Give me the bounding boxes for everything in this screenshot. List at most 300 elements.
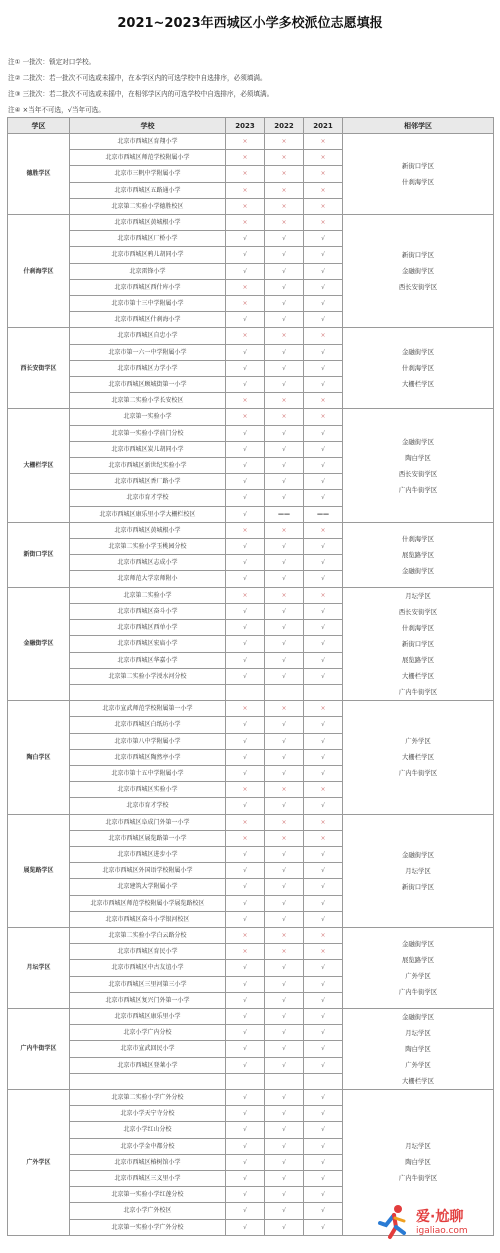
- availability-2021: ×: [304, 782, 343, 798]
- school-name: 北京市西城区进步小学: [70, 846, 226, 862]
- availability-2021: √: [304, 441, 343, 457]
- availability-2023: √: [226, 1057, 265, 1073]
- note-1: 注① 一批次：锁定对口学校。: [8, 58, 96, 66]
- school-name: 北京小学红山分校: [70, 1122, 226, 1138]
- school-name: 北京市西城区登莱小学: [70, 1057, 226, 1073]
- availability-2022: √: [265, 733, 304, 749]
- availability-2021: √: [304, 474, 343, 490]
- availability-2022: ——: [265, 506, 304, 522]
- availability-2021: ×: [304, 814, 343, 830]
- availability-2021: √: [304, 733, 343, 749]
- availability-2022: √: [265, 1041, 304, 1057]
- neighbor-district: 广内牛街学区: [398, 1174, 438, 1183]
- availability-2021: ——: [304, 506, 343, 522]
- availability-2022: √: [265, 1219, 304, 1235]
- neighbor-district: 广外学区: [405, 1060, 431, 1069]
- neighbor-district: 广内牛街学区: [398, 987, 438, 996]
- watermark-brand: 爱·尬聊: [416, 1209, 464, 1225]
- table-row: [8, 1008, 494, 1024]
- neighbor-district: 西长安街学区: [398, 607, 438, 616]
- district-name: 展览路学区: [8, 814, 70, 927]
- district-name: 金融街学区: [8, 587, 70, 700]
- availability-2021: √: [304, 1219, 343, 1235]
- neighbor-district: 月坛学区: [405, 1142, 431, 1151]
- availability-2022: ×: [265, 522, 304, 538]
- availability-2022: ×: [265, 587, 304, 603]
- availability-2022: √: [265, 474, 304, 490]
- availability-2022: ×: [265, 328, 304, 344]
- availability-2022: √: [265, 1203, 304, 1219]
- school-name: 北京小学广外校区: [70, 1203, 226, 1219]
- availability-2023: ×: [226, 182, 265, 198]
- availability-2022: √: [265, 1170, 304, 1186]
- running-figure-logo-icon: [372, 1201, 412, 1241]
- school-name: 北京小学广内分校: [70, 1025, 226, 1041]
- availability-2021: √: [304, 377, 343, 393]
- availability-2022: √: [265, 263, 304, 279]
- availability-2021: ×: [304, 150, 343, 166]
- school-name: 北京市西城区西什库小学: [70, 279, 226, 295]
- neighbor-districts: [343, 927, 494, 1008]
- table-row: [8, 328, 494, 344]
- availability-2021: √: [304, 879, 343, 895]
- availability-2023: √: [226, 360, 265, 376]
- neighbor-district: 什刹海学区: [402, 178, 434, 186]
- availability-2023: ×: [226, 215, 265, 231]
- school-name: 北京市西城区华嘉小学: [70, 652, 226, 668]
- school-name: 北京市西城区椿树馆小学: [70, 1154, 226, 1170]
- availability-2021: [304, 1073, 343, 1089]
- school-name: 北京市西城区西单小学: [70, 620, 226, 636]
- availability-2021: ×: [304, 198, 343, 214]
- availability-2023: √: [226, 1187, 265, 1203]
- availability-2022: √: [265, 555, 304, 571]
- school-name: 北京第二实验小学玉桃园分校: [70, 539, 226, 555]
- availability-2023: ×: [226, 522, 265, 538]
- availability-2023: √: [226, 603, 265, 619]
- neighbor-district: 展览路学区: [402, 655, 434, 664]
- availability-2021: ×: [304, 166, 343, 182]
- availability-2023: √: [226, 765, 265, 781]
- availability-2023: √: [226, 846, 265, 862]
- table-row: [8, 409, 494, 425]
- neighbor-district: 什刹海学区: [402, 623, 434, 632]
- availability-2023: √: [226, 458, 265, 474]
- neighbor-district: 新街口学区: [402, 162, 434, 170]
- availability-2022: √: [265, 620, 304, 636]
- school-name: 北京市西城区奋斗小学银河校区: [70, 911, 226, 927]
- availability-2023: √: [226, 555, 265, 571]
- availability-2021: √: [304, 425, 343, 441]
- school-name: 北京市西城区白纸坊小学: [70, 717, 226, 733]
- watermark-url: igaliao.com: [416, 1226, 468, 1236]
- availability-2023: √: [226, 1219, 265, 1235]
- school-name: 北京小学天宁寺分校: [70, 1106, 226, 1122]
- availability-2023: √: [226, 539, 265, 555]
- school-name: 北京市西城区新世纪实验小学: [70, 458, 226, 474]
- neighbor-district: 西长安街学区: [398, 469, 438, 478]
- availability-2022: √: [265, 668, 304, 684]
- table-header-row: [8, 118, 494, 134]
- availability-2023: √: [226, 863, 265, 879]
- availability-2022: √: [265, 490, 304, 506]
- neighbor-district: 广外学区: [405, 971, 431, 980]
- availability-2023: √: [226, 1203, 265, 1219]
- availability-2023: √: [226, 620, 265, 636]
- table-row: [8, 215, 494, 231]
- availability-2022: √: [265, 360, 304, 376]
- availability-2021: ×: [304, 328, 343, 344]
- availability-2022: √: [265, 1154, 304, 1170]
- school-name: 北京市西城区育翔小学: [70, 134, 226, 150]
- school-name: 北京市宣武回民小学: [70, 1041, 226, 1057]
- school-name: 北京第一实验小学红莲分校: [70, 1187, 226, 1203]
- availability-2023: √: [226, 992, 265, 1008]
- availability-2022: √: [265, 765, 304, 781]
- note-2: 注② 二批次：若一批次不可选或未摇中，在本学区内的可选学校中自选排序，必须填满。: [8, 74, 267, 82]
- availability-2021: √: [304, 1203, 343, 1219]
- availability-2023: √: [226, 1106, 265, 1122]
- availability-2023: √: [226, 1025, 265, 1041]
- neighbor-district: 陶白学区: [405, 1158, 431, 1167]
- school-name: 北京市西城区师范学校附属小学: [70, 150, 226, 166]
- school-name: 北京市育才学校: [70, 490, 226, 506]
- header-2022: 2022: [265, 118, 304, 134]
- availability-2023: √: [226, 798, 265, 814]
- school-name: 北京市西城区鸦儿胡同小学: [70, 247, 226, 263]
- availability-2023: ×: [226, 393, 265, 409]
- neighbor-district: 月坛学区: [405, 1028, 431, 1037]
- availability-2021: [304, 684, 343, 700]
- availability-2021: √: [304, 312, 343, 328]
- availability-2022: √: [265, 911, 304, 927]
- school-name: 北京第一实验小学: [70, 409, 226, 425]
- availability-2022: √: [265, 879, 304, 895]
- note-3: 注③ 三批次：若二批次不可选或未摇中，在相邻学区内的可选学校中自选排序，必须填满。: [8, 90, 274, 98]
- district-name: 月坛学区: [8, 927, 70, 1008]
- school-name: 北京市西城区师范学校附属小学展览路校区: [70, 895, 226, 911]
- school-name: 北京市第一六一中学附属小学: [70, 344, 226, 360]
- availability-2021: √: [304, 960, 343, 976]
- school-name: 北京市西城区三里河第三小学: [70, 976, 226, 992]
- availability-2023: √: [226, 668, 265, 684]
- availability-2022: √: [265, 636, 304, 652]
- availability-2021: √: [304, 231, 343, 247]
- district-name: 什刹海学区: [8, 215, 70, 328]
- school-name: 北京市西城区顾城街第一小学: [70, 377, 226, 393]
- availability-2023: ×: [226, 296, 265, 312]
- school-name: 北京第一实验小学前门分校: [70, 425, 226, 441]
- availability-2023: ×: [226, 279, 265, 295]
- neighbor-district: 什刹海学区: [402, 534, 434, 543]
- availability-2022: √: [265, 895, 304, 911]
- school-name: 北京市西城区复兴门外第一小学: [70, 992, 226, 1008]
- availability-2021: √: [304, 668, 343, 684]
- neighbor-district: 大栅栏学区: [402, 671, 434, 680]
- availability-2021: √: [304, 603, 343, 619]
- availability-2023: √: [226, 247, 265, 263]
- availability-2021: √: [304, 992, 343, 1008]
- school-name: 北京市西城区炭儿胡同小学: [70, 441, 226, 457]
- availability-2022: √: [265, 458, 304, 474]
- availability-2022: √: [265, 863, 304, 879]
- availability-2023: ×: [226, 198, 265, 214]
- availability-2023: √: [226, 652, 265, 668]
- availability-2022: √: [265, 539, 304, 555]
- availability-2023: ×: [226, 328, 265, 344]
- school-name: 北京市第八中学附属小学: [70, 733, 226, 749]
- availability-2021: √: [304, 247, 343, 263]
- table-row: [8, 587, 494, 603]
- availability-2023: √: [226, 1138, 265, 1154]
- neighbor-district: 展览路学区: [402, 550, 434, 559]
- availability-2023: √: [226, 960, 265, 976]
- table-row: [8, 1089, 494, 1105]
- district-name: 大栅栏学区: [8, 409, 70, 522]
- district-name: 新街口学区: [8, 522, 70, 587]
- availability-2022: ×: [265, 215, 304, 231]
- availability-2021: ×: [304, 944, 343, 960]
- availability-2022: ×: [265, 198, 304, 214]
- availability-2021: √: [304, 1138, 343, 1154]
- availability-2022: ×: [265, 393, 304, 409]
- availability-2021: √: [304, 539, 343, 555]
- header-school: 学校: [70, 118, 226, 134]
- availability-2022: √: [265, 441, 304, 457]
- availability-2022: √: [265, 231, 304, 247]
- availability-2022: [265, 684, 304, 700]
- neighbor-district: 广内牛街学区: [398, 687, 438, 696]
- school-name: 北京第二实验小学广外分校: [70, 1089, 226, 1105]
- availability-2023: ×: [226, 944, 265, 960]
- neighbor-district: 什刹海学区: [402, 364, 434, 373]
- school-name: 北京市宣武师范学校附属第一小学: [70, 701, 226, 717]
- availability-2022: ×: [265, 944, 304, 960]
- neighbor-district: 金融街学区: [402, 850, 434, 859]
- allocation-table: [7, 117, 494, 1236]
- availability-2022: ×: [265, 927, 304, 943]
- availability-2022: √: [265, 1008, 304, 1024]
- availability-2023: √: [226, 749, 265, 765]
- availability-2022: √: [265, 377, 304, 393]
- school-name: 北京第二实验小学长安校区: [70, 393, 226, 409]
- neighbor-district: 陶白学区: [405, 453, 431, 462]
- availability-2022: √: [265, 1138, 304, 1154]
- neighbor-district: 新街口学区: [402, 882, 434, 891]
- school-name: 北京第二实验小学白云路分校: [70, 927, 226, 943]
- availability-2022: √: [265, 1122, 304, 1138]
- availability-2023: ×: [226, 150, 265, 166]
- availability-2021: √: [304, 620, 343, 636]
- availability-2021: √: [304, 652, 343, 668]
- availability-2023: √: [226, 976, 265, 992]
- school-name: 北京师范大学京师附小: [70, 571, 226, 587]
- table-row: [8, 701, 494, 717]
- school-name: 北京市西城区什刹海小学: [70, 312, 226, 328]
- neighbor-district: 广内牛街学区: [398, 485, 438, 494]
- availability-2021: √: [304, 344, 343, 360]
- availability-2021: √: [304, 765, 343, 781]
- table-row: [8, 927, 494, 943]
- availability-2022: √: [265, 312, 304, 328]
- school-name: 北京市西城区自忠小学: [70, 328, 226, 344]
- watermark: [372, 1196, 498, 1246]
- availability-2022: √: [265, 296, 304, 312]
- neighbor-district: 展览路学区: [402, 955, 434, 964]
- availability-2023: √: [226, 506, 265, 522]
- neighbor-districts: [343, 814, 494, 927]
- availability-2022: √: [265, 976, 304, 992]
- availability-2023: √: [226, 490, 265, 506]
- availability-2022: √: [265, 571, 304, 587]
- school-name: 北京市西城区黄城根小学: [70, 215, 226, 231]
- availability-2022: ×: [265, 182, 304, 198]
- district-name: 西长安街学区: [8, 328, 70, 409]
- availability-2022: √: [265, 603, 304, 619]
- school-name: 北京市西城区五路通小学: [70, 182, 226, 198]
- school-name: 北京第二实验小学德胜校区: [70, 198, 226, 214]
- availability-2023: ×: [226, 409, 265, 425]
- neighbor-district: 金融街学区: [402, 939, 434, 948]
- availability-2021: √: [304, 490, 343, 506]
- availability-2022: √: [265, 1187, 304, 1203]
- availability-2021: √: [304, 1041, 343, 1057]
- availability-2021: √: [304, 458, 343, 474]
- neighbor-districts: [343, 409, 494, 522]
- availability-2023: ×: [226, 927, 265, 943]
- availability-2021: ×: [304, 409, 343, 425]
- school-name: 北京小学金中都分校: [70, 1138, 226, 1154]
- availability-2021: ×: [304, 927, 343, 943]
- neighbor-district: 金融街学区: [402, 566, 434, 575]
- neighbor-districts: [343, 134, 494, 215]
- neighbor-district: 大栅栏学区: [402, 753, 434, 762]
- school-name: 北京市西城区展览路第一小学: [70, 830, 226, 846]
- school-name: 北京市西城区阜成门外第一小学: [70, 814, 226, 830]
- school-name: 北京市西城区实验小学: [70, 782, 226, 798]
- availability-2022: √: [265, 1057, 304, 1073]
- school-name: 北京市西城区宏庙小学: [70, 636, 226, 652]
- neighbor-districts: [343, 1008, 494, 1089]
- school-name: 北京市西城区康乐里小学: [70, 1008, 226, 1024]
- availability-2023: √: [226, 312, 265, 328]
- availability-2023: √: [226, 474, 265, 490]
- neighbor-district: 月坛学区: [405, 591, 431, 600]
- availability-2022: √: [265, 798, 304, 814]
- availability-2023: √: [226, 717, 265, 733]
- availability-2023: [226, 684, 265, 700]
- neighbor-districts: [343, 522, 494, 587]
- availability-2021: √: [304, 1057, 343, 1073]
- school-name: 北京雷锋小学: [70, 263, 226, 279]
- availability-2021: √: [304, 895, 343, 911]
- availability-2021: √: [304, 555, 343, 571]
- availability-2021: √: [304, 1025, 343, 1041]
- availability-2022: ×: [265, 830, 304, 846]
- neighbor-district: 新街口学区: [402, 251, 434, 260]
- availability-2021: ×: [304, 587, 343, 603]
- table-body: [8, 134, 494, 1236]
- availability-2021: √: [304, 571, 343, 587]
- availability-2022: ×: [265, 814, 304, 830]
- availability-2022: √: [265, 247, 304, 263]
- school-name: 北京市西城区陶然亭小学: [70, 749, 226, 765]
- availability-2022: [265, 1073, 304, 1089]
- availability-2021: √: [304, 263, 343, 279]
- allocation-table-wrapper: [7, 117, 494, 1236]
- availability-2022: ×: [265, 150, 304, 166]
- availability-2023: ×: [226, 587, 265, 603]
- availability-2021: √: [304, 1154, 343, 1170]
- availability-2022: √: [265, 960, 304, 976]
- school-name: 北京市西城区中古友谊小学: [70, 960, 226, 976]
- district-name: 广内牛街学区: [8, 1008, 70, 1089]
- table-row: [8, 134, 494, 150]
- availability-2021: √: [304, 279, 343, 295]
- availability-2023: ×: [226, 814, 265, 830]
- availability-2021: ×: [304, 215, 343, 231]
- availability-2023: √: [226, 1122, 265, 1138]
- availability-2021: ×: [304, 182, 343, 198]
- school-name: 北京市西城区黄城根小学: [70, 522, 226, 538]
- availability-2023: √: [226, 1089, 265, 1105]
- neighbor-district: 西长安街学区: [398, 283, 438, 292]
- availability-2021: √: [304, 717, 343, 733]
- availability-2022: ×: [265, 409, 304, 425]
- availability-2022: ×: [265, 782, 304, 798]
- availability-2023: √: [226, 1041, 265, 1057]
- availability-2022: √: [265, 717, 304, 733]
- availability-2022: ×: [265, 166, 304, 182]
- school-name: 北京市西城区三义里小学: [70, 1170, 226, 1186]
- school-name: 北京第一实验小学广外分校: [70, 1219, 226, 1235]
- availability-2021: √: [304, 1170, 343, 1186]
- availability-2023: √: [226, 263, 265, 279]
- note-4: 注④ ×当年不可选，√当年可选。: [8, 106, 105, 114]
- school-name: [70, 1073, 226, 1089]
- school-name: 北京市第十五中学附属小学: [70, 765, 226, 781]
- availability-2021: √: [304, 846, 343, 862]
- availability-2021: √: [304, 1106, 343, 1122]
- availability-2023: √: [226, 1170, 265, 1186]
- district-name: 广外学区: [8, 1089, 70, 1235]
- availability-2023: √: [226, 344, 265, 360]
- availability-2022: √: [265, 992, 304, 1008]
- neighbor-district: 金融街学区: [402, 348, 434, 357]
- notes-block: [8, 54, 492, 118]
- availability-2022: √: [265, 1106, 304, 1122]
- availability-2023: ×: [226, 830, 265, 846]
- availability-2022: √: [265, 279, 304, 295]
- header-district: 学区: [8, 118, 70, 134]
- availability-2022: √: [265, 652, 304, 668]
- availability-2023: ×: [226, 166, 265, 182]
- school-name: 北京市西城区外国语学校附属小学: [70, 863, 226, 879]
- availability-2023: √: [226, 425, 265, 441]
- availability-2021: √: [304, 296, 343, 312]
- availability-2023: √: [226, 377, 265, 393]
- neighbor-district: 陶白学区: [405, 1044, 431, 1053]
- availability-2021: √: [304, 1122, 343, 1138]
- district-name: 德胜学区: [8, 134, 70, 215]
- school-name: [70, 684, 226, 700]
- availability-2022: √: [265, 749, 304, 765]
- neighbor-district: 大栅栏学区: [402, 1076, 434, 1085]
- school-name: 北京建筑大学附属小学: [70, 879, 226, 895]
- availability-2021: ×: [304, 522, 343, 538]
- availability-2023: √: [226, 879, 265, 895]
- availability-2022: √: [265, 1089, 304, 1105]
